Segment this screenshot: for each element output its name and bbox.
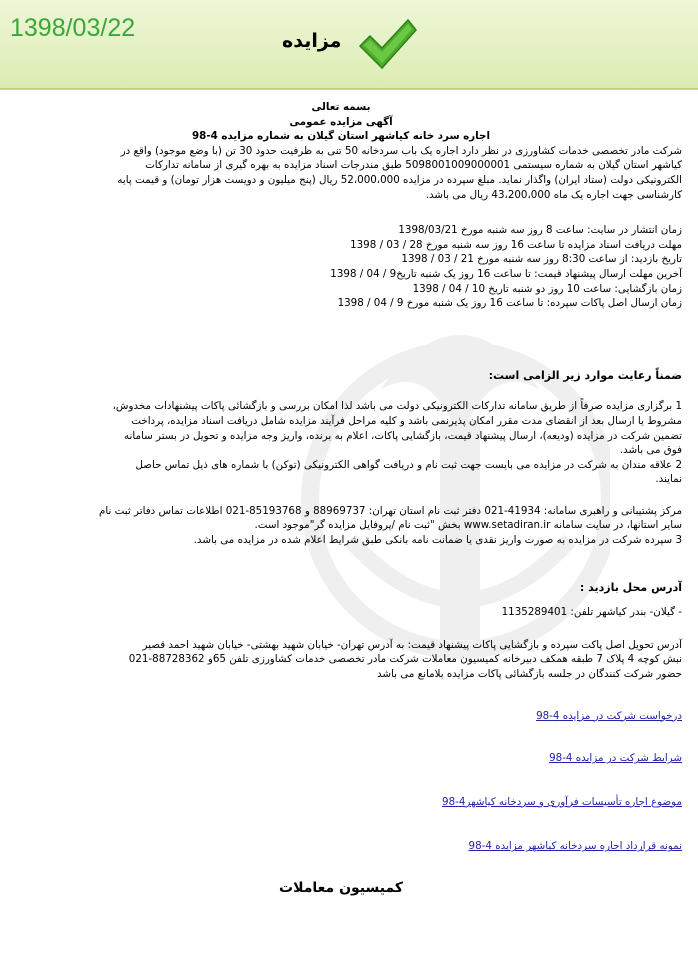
heading-notice-title: اجاره سرد خانه کیاشهر استان گیلان به شماره مزایده 4-98 bbox=[191, 130, 490, 143]
delivery-line: آدرس تحویل اصل پاکت سپرده و بازگشایی پاکات پیشنهاد قیمت: به آدرس تهران- خیابان شهید بهشتی- خیابان شهید احمد قصیر bbox=[142, 638, 682, 651]
support-line: 3 سپرده شرکت در مزایده به صورت واریز نقدی یا ضمانت نامه بانکی طبق شرایط اعلام شده در مزایده می باشد. bbox=[193, 534, 682, 547]
notice-content bbox=[0, 92, 682, 896]
heading-basmala: بسمه تعالی bbox=[311, 101, 371, 113]
link-participation-terms[interactable]: شرایط شرکت در مزایده 4-98 bbox=[549, 752, 682, 765]
date-label: 1398/03/22 bbox=[10, 14, 136, 42]
delivery-line: نبش کوچه 4 پلاک 7 طبقه همکف دبیرخانه کمیسیون معاملات شرکت مادر تخصصی خدمات کشاورزی تلفن 65و 88728362-021 bbox=[128, 653, 682, 666]
requirements-title: ضمناً رعایت موارد زیر الزامی است: bbox=[488, 368, 682, 382]
visit-title: آدرس محل بازدید : bbox=[579, 580, 682, 594]
schedule-line: زمان بازگشایی: ساعت 10 روز دو شنبه تاریخ 10 / 04 / 1398 bbox=[412, 282, 682, 295]
title-block bbox=[270, 14, 435, 74]
schedule-line: آخرین مهلت ارسال پیشنهاد قیمت: تا ساعت 16 روز یک شنبه تاریخ9 / 04 / 1398 bbox=[330, 267, 682, 280]
footer-commission: کمیسیون معاملات bbox=[279, 880, 403, 896]
delivery-line: حضور شرکت کنندگان در جلسه بازگشائی پاکات مزایده بلامانع می باشد bbox=[376, 668, 682, 681]
schedule-line: زمان ارسال اصل پاکات سپرده: تا ساعت 16 روز یک شنبه مورخ 9 / 04 / 1398 bbox=[337, 297, 682, 310]
header-divider bbox=[0, 89, 698, 90]
requirement-line: نمایند. bbox=[655, 473, 682, 486]
schedule-line: تاریخ بازدید: از ساعت 8:30 روز سه شنبه مورخ 21 / 03 / 1398 bbox=[401, 253, 682, 266]
support-line: مرکز پشتیبانی و راهبری سامانه: 41934-021 دفتر ثبت نام استان تهران: 88969737 و 85193768-021 اطلاعات تماس دفاتر ثبت نام bbox=[99, 504, 682, 517]
link-contract-sample[interactable]: نمونه قرارداد اجاره سردخانه کیاشهر مزایده 4-98 bbox=[468, 840, 682, 853]
requirement-line: 1 برگزاری مزایده صرفاً از طریق سامانه تدارکات الکترونیکی دولت می باشد لذا امکان بررسی و بازگشائی پاکات پیشنهادات مخدوش، bbox=[112, 400, 682, 413]
requirement-line: 2 علاقه مندان به شرکت در مزایده می بایست جهت ثبت نام و دریافت گواهی الکترونیکی (توکن) با شماره های ذیل تماس حاصل bbox=[135, 458, 682, 471]
intro-line: شرکت مادر تخصصی خدمات کشاورزی در نظر دارد اجاره یک باب سردخانه 50 تنی به ظرفیت حدود 30 تن (با وضع موجود) واقع در bbox=[120, 144, 682, 157]
support-line: سایر استانها، در سایت سامانه www.setadiran.ir بخش "ثبت نام /پروفایل مزایده گر"موجود است. bbox=[254, 519, 682, 532]
requirement-line: فوق می باشد. bbox=[619, 444, 682, 457]
requirement-line: تضمین شرکت در مزایده (ودیعه)، ارسال پیشنهاد قیمت، بازگشایی پاکات، اعلام به برنده، واریز وجه مزایده و تحویل در بستر سامانه bbox=[123, 429, 682, 442]
checkmark-icon bbox=[356, 14, 418, 74]
schedule-line: زمان انتشار در سایت: ساعت 8 روز سه شنبه مورخ 1398/03/21 bbox=[398, 224, 682, 237]
intro-line: الکترونیکی دولت (ستاد ایران) واگذار نماید. مبلغ سپرده در مزایده 52،000،000 ریال (پنج میلیون و دویست هزار تومان) و قیمت پایه bbox=[117, 173, 682, 186]
requirement-line: مشروط یا ارسال بعد از انقضای مدت مقرر امکان پذیرنمی باشد و کلیه مراحل فرآیند مزایده شامل دریافت اسناد مزایده، پرداخت bbox=[131, 414, 682, 427]
heading-notice-type: آگهی مزایده عمومی bbox=[289, 115, 393, 128]
page-title: مزایده bbox=[282, 30, 342, 52]
header-banner bbox=[0, 0, 698, 89]
intro-line: کارشناسی جهت اجاره یک ماه 43،200،000 ریال می باشد. bbox=[425, 188, 682, 201]
link-lease-subject[interactable]: موضوع اجاره تأسیسات فرآوری و سردخانه کیاشهر4-98 bbox=[442, 795, 682, 808]
visit-address: - گیلان- بندر کیاشهر تلفن: 1135289401 bbox=[501, 606, 682, 619]
intro-line: کیاشهر استان گیلان به شماره سیستمی 5098001009000001 طبق مندرجات اسناد مزایده به بهره گیری از سامانه تدارکات bbox=[145, 159, 682, 172]
link-participation-request[interactable]: درخواست شرکت در مزایده 4-98 bbox=[536, 709, 682, 722]
schedule-line: مهلت دریافت اسناد مزایده تا ساعت 16 روز سه شنبه مورخ 28 / 03 / 1398 bbox=[350, 238, 682, 251]
